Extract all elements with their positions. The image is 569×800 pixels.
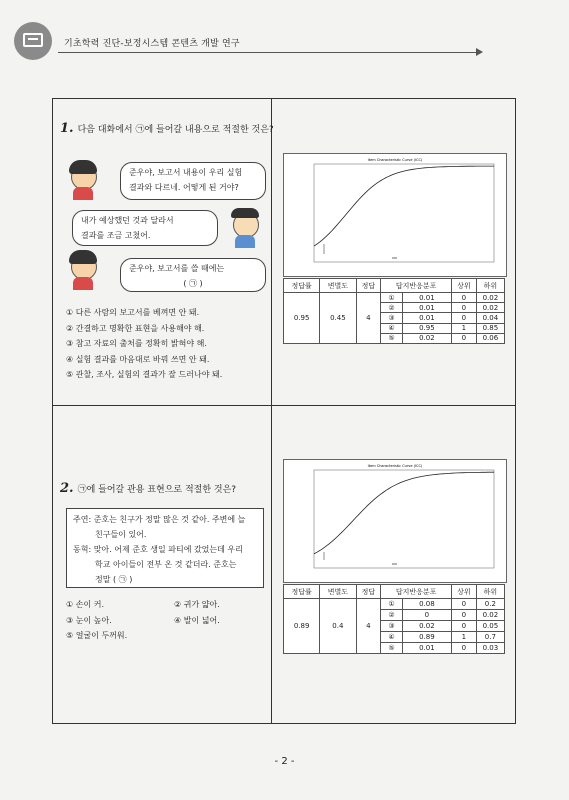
table-cell: 0.2 [476,599,504,610]
table-cell: 0.01 [402,313,451,323]
table-cell: 0.05 [476,621,504,632]
bubble-1-line-1: 준우야, 보고서 내용이 우리 실험 [129,168,243,177]
girl-avatar [66,160,100,200]
table-cell: 0 [452,643,477,654]
table-cell: 0.02 [402,621,451,632]
q2-chart-title: Item Characteristic Curve (ICC) [367,464,423,468]
table-cell: 0.95 [402,323,451,333]
q1-number: 1. [60,121,74,136]
table-cell: ④ [381,323,403,333]
table-cell: 0.04 [476,313,504,323]
table-cell: ① [381,293,403,303]
q2-option-4: ④ 발이 넓어. [174,615,220,625]
q2-icc-curve [314,472,494,554]
speech-bubble-1 [120,162,266,200]
bubble-2-line-1: 내가 예상했던 것과 달라서 [81,216,174,225]
table-cell: 0 [452,610,477,621]
q1-icc-chart [283,153,507,277]
q1-chart-title: Item Characteristic Curve (ICC) [367,158,423,162]
q1-icc-curve [314,166,494,246]
table-cell: ② [381,610,403,621]
q2-dialogue-box [66,508,264,588]
q1-th-disc: 변별도 [320,279,356,293]
q1-question: 다음 대화에서 ㉠에 들어갈 내용으로 적절한 것은? [77,125,274,135]
q1-correct-rate: 0.95 [284,293,320,344]
table-cell: 0 [452,599,477,610]
header-title: 기초학력 진단-보정시스템 콘텐츠 개발 연구 [64,39,240,49]
table-cell: ② [381,303,403,313]
q2-th-answer: 정답 [356,585,381,599]
q2-th-disc: 변별도 [320,585,356,599]
q2-number: 2. [60,481,74,496]
q2-title [60,481,236,496]
grid-divider-horizontal [52,405,516,406]
table-cell: 0.02 [476,303,504,313]
table-cell: 0 [452,313,477,323]
q2-box-line-3: 동혁: 맞아. 어제 준호 생일 파티에 갔었는데 우리 [73,545,243,554]
speech-bubble-2 [72,210,218,246]
q2-correct-rate: 0.89 [284,599,320,654]
monitor-icon [23,33,43,47]
q1-th-rate: 정답률 [284,279,320,293]
q2-answer: 4 [356,599,381,654]
q1-th-lower: 하위 [476,279,504,293]
q2-option-1: ① 손이 커. [66,600,104,609]
bubble-1-line-2: 결과와 다르네. 어떻게 된 거야? [129,183,239,192]
q2-discrimination: 0.4 [320,599,356,654]
q1-option-1: ① 다른 사람의 보고서를 베껴면 안 돼. [66,308,200,317]
q1-options [66,305,222,383]
table-cell: 0.01 [402,293,451,303]
q1-stats-table [283,278,505,344]
q2-box-line-4: 학교 아이들이 전부 온 것 같더라. 준호는 [95,560,237,569]
table-cell: 0.7 [476,632,504,643]
q2-stats-table [283,584,505,654]
page-number: - 2 - [274,756,295,767]
table-cell: 0.89 [402,632,451,643]
bubble-3-line-1: 준우야, 보고서를 쓸 때에는 [129,264,225,273]
table-cell: ③ [381,313,403,323]
table-cell: 0.02 [476,293,504,303]
table-cell: ③ [381,621,403,632]
q2-question: ㉠에 들어갈 관용 표현으로 적절한 것은? [77,485,237,495]
q2-th-lower: 하위 [476,585,504,599]
table-cell: 0.03 [476,643,504,654]
q1-th-answer: 정답 [356,279,381,293]
arrow-right-icon [476,48,483,56]
table-cell: 0 [452,333,477,343]
q1-answer: 4 [356,293,381,344]
table-cell: 0.01 [402,643,451,654]
table-cell: 0 [452,621,477,632]
q2-box-line-1: 주연: 준호는 친구가 정말 많은 것 같아. 주변에 늘 [73,515,246,524]
q2-box-line-5: 정말 ( ㉠ ) [95,575,133,584]
q2-options-left [66,597,127,644]
grid-divider-vertical [271,98,272,724]
q1-option-3: ③ 참고 자료의 출처를 정확히 밝혀야 해. [66,339,207,348]
q1-option-4: ④ 실험 결과를 마음대로 바꿔 쓰면 안 돼. [66,354,210,364]
q1-option-2: ② 간결하고 명확한 표현을 사용해야 해. [66,323,205,333]
bubble-2-line-2: 결과를 조금 고쳤어. [81,231,151,240]
header-rule [58,52,478,53]
table-cell: 0 [452,303,477,313]
q1-th-upper: 상위 [452,279,477,293]
table-cell: ⑤ [381,333,403,343]
table-cell: 0.01 [402,303,451,313]
q1-option-5: ⑤ 관찰, 조사, 실험의 결과가 잘 드러나야 돼. [66,370,223,379]
q2-th-rate: 정답률 [284,585,320,599]
table-cell: 0 [402,610,451,621]
table-cell: 1 [452,323,477,333]
q2-option-2: ② 귀가 얇아. [174,600,220,609]
q2-option-5: ⑤ 얼굴이 두꺼워. [66,631,128,640]
q2-options-right [174,597,220,628]
q1-th-dist: 답지반응분포 [381,279,452,293]
table-cell: ① [381,599,403,610]
q1-title [60,121,274,136]
speech-bubble-3 [120,258,266,292]
q1-discrimination: 0.45 [320,293,356,344]
logo [14,22,52,60]
table-cell: ⑤ [381,643,403,654]
table-cell: 0.08 [402,599,451,610]
girl-avatar-2 [66,250,100,290]
table-cell: 0 [452,293,477,303]
table-cell: 1 [452,632,477,643]
table-cell: 0.06 [476,333,504,343]
q2-option-3: ③ 눈이 높아. [66,615,112,625]
boy-avatar [228,208,262,248]
q2-th-upper: 상위 [452,585,477,599]
q2-box-line-2: 친구들이 있어. [95,530,147,539]
table-cell: 0.02 [476,610,504,621]
q2-icc-chart [283,459,507,583]
bubble-3-line-2: ( ㉠ ) [183,279,203,288]
q2-th-dist: 답지반응분포 [381,585,452,599]
table-cell: 0.85 [476,323,504,333]
table-cell: ④ [381,632,403,643]
table-cell: 0.02 [402,333,451,343]
